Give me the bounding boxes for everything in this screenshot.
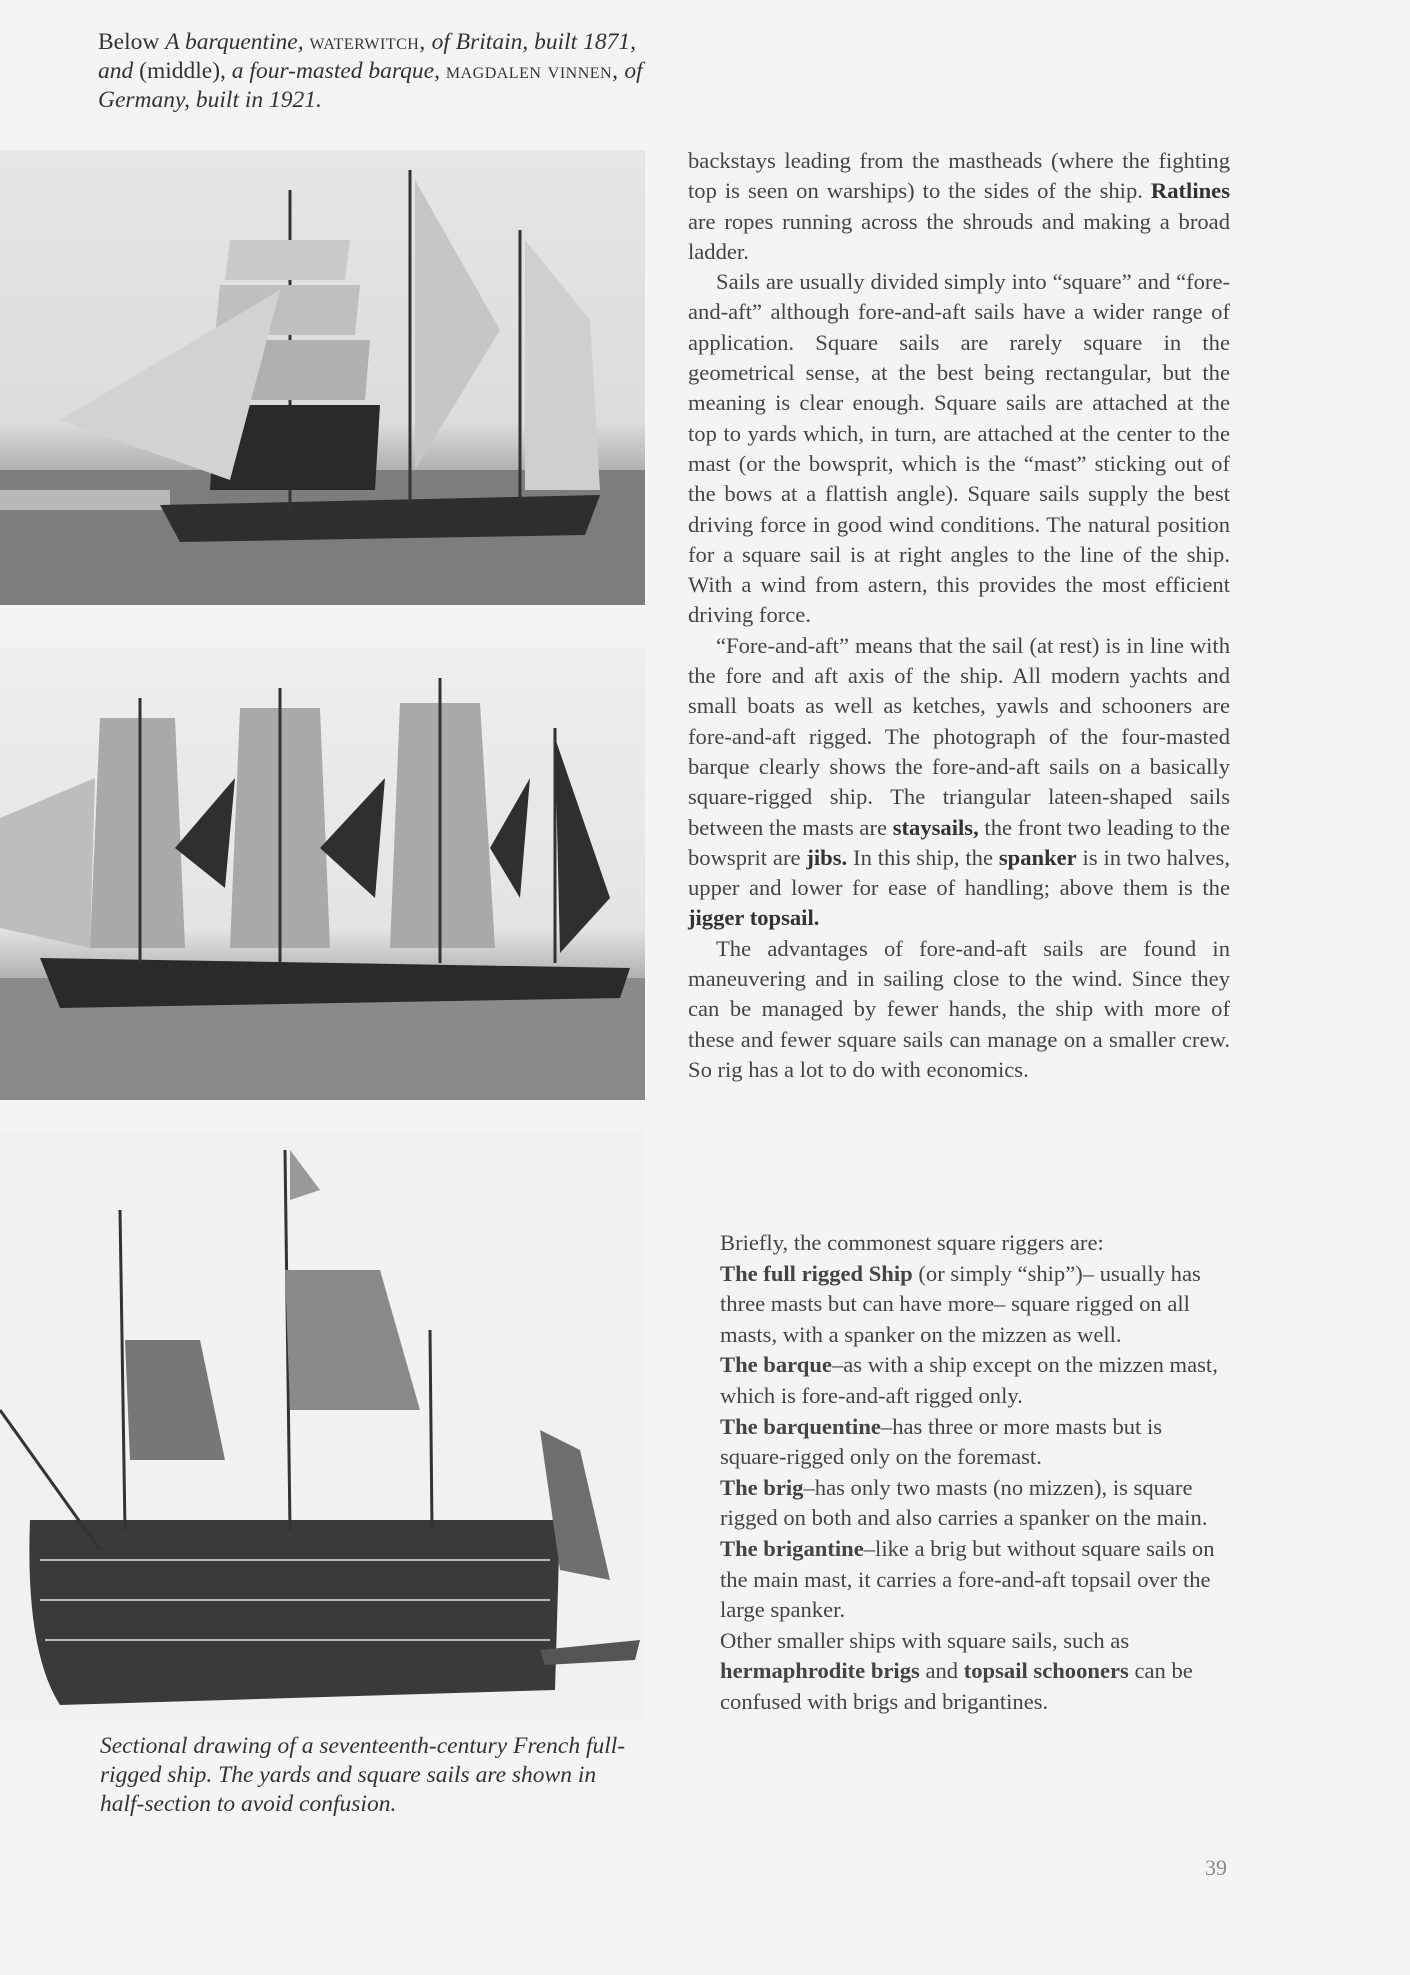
body-paragraph xyxy=(688,146,1230,267)
text-run: Other smaller ships with square sails, such as xyxy=(720,1627,1130,1653)
text-run: –has only two masts (no mizzen), is square rigged on both and also carries a spanker on the main. xyxy=(720,1474,1208,1531)
page-number: 39 xyxy=(1205,1855,1227,1880)
bold-term: jibs. xyxy=(806,844,848,870)
bold-term: The brig xyxy=(720,1474,804,1500)
bold-term: The brigantine xyxy=(720,1535,864,1561)
list-entry xyxy=(720,1259,1230,1351)
text-run: is in two halves, upper and lower for ease of handling; above them is the xyxy=(688,844,1231,901)
list-entry xyxy=(720,1626,1230,1718)
four-masted-barque-photo xyxy=(0,648,645,1100)
list-entry xyxy=(720,1350,1230,1411)
text-run: Sails are usually divided simply into “square” and “fore-and-aft” although fore-and-aft sails have a wider range of application. Square sails are rarely square in the geometrical sense, at the best being rectangular, but the meaning is clear enough. Square sails are attached at the top to yards which, in turn, are attached at the center to the mast (or the bowsprit, which is the “mast” sticking out of the bows at a flattish angle). Square sails supply the best driving force in good wind conditions. The natural position for a square sail is at right angles to the line of the ship. With a wind from astern, this provides the most efficient driving force. xyxy=(688,269,1230,628)
caption-text: A barquentine, xyxy=(165,29,304,55)
caption-text: (middle), xyxy=(139,58,226,84)
text-run: –has three or more masts but is square-rigged only on the foremast. xyxy=(720,1413,1163,1470)
ship-name: waterwitch, xyxy=(309,29,426,55)
bold-term: The barque xyxy=(720,1352,832,1378)
body-paragraph xyxy=(688,267,1230,631)
text-run: –like a brig but without square sails on the main mast, it carries a fore-and-aft topsail over the large spanker. xyxy=(720,1535,1215,1623)
list-entry xyxy=(720,1473,1230,1534)
text-run: Briefly, the commonest square riggers are: xyxy=(720,1230,1104,1255)
text-run: backstays leading from the mastheads (where the fighting top is seen on warships) to the sides of the ship. xyxy=(688,148,1230,204)
body-paragraph xyxy=(688,631,1230,934)
sectional-drawing-ship xyxy=(0,1130,645,1720)
text-run: can be confused with brigs and brigantines. xyxy=(720,1658,1193,1714)
text-run: In this ship, the xyxy=(847,844,999,870)
text-run: “Fore-and-aft” means that the sail (at rest) is in line with the fore and aft axis of the ship. All modern yachts and small boats as well as ketches, yawls and schooners are fore-and-aft rigged. The photograph of the four-masted barque clearly shows the fore-and-aft sails on a basically square-rigged ship. The triangular lateen-shaped sails between the masts are xyxy=(688,632,1230,840)
caption-text: of Britain, built 1871, and xyxy=(98,29,636,84)
list-entry xyxy=(720,1228,1230,1259)
bold-term: The full rigged Ship xyxy=(720,1260,913,1286)
bold-term: spanker xyxy=(998,844,1077,870)
text-run: The advantages of fore-and-aft sails are found in maneuvering and in sailing close to the wind. Since they can be managed by fewer hands, the ship with more of these and fewer square sails can manage on a smaller crew. So rig has a lot to do with economics. xyxy=(688,935,1230,1082)
caption-text: of Germany, built in 1921. xyxy=(98,58,643,113)
barquentine-photo xyxy=(0,150,645,605)
bold-term: Ratlines xyxy=(1150,178,1230,204)
bold-term: The barquentine xyxy=(720,1413,881,1439)
caption-lead: Below xyxy=(98,29,160,55)
bold-term: jigger topsail. xyxy=(688,905,820,931)
caption-text: a four-masted barque, xyxy=(231,58,440,84)
text-run: –as with a ship except on the mizzen mast, which is fore-and-aft rigged only. xyxy=(720,1352,1218,1408)
bold-term: topsail schooners xyxy=(963,1658,1129,1684)
text-run: and xyxy=(919,1658,964,1684)
body-paragraph xyxy=(688,934,1230,1085)
text-run: the front two leading to the bowsprit are xyxy=(688,814,1230,870)
text-run: (or simply “ship”)– usually has three masts but can have more– square rigged on all masts, with a spanker on the mizzen as well. xyxy=(720,1260,1201,1347)
square-riggers-list xyxy=(720,1228,1230,1718)
bold-term: hermaphrodite brigs xyxy=(720,1658,920,1684)
figure-caption-top xyxy=(98,28,658,115)
ship-name: magdalen vinnen, xyxy=(445,58,619,84)
list-entry xyxy=(720,1534,1230,1626)
figure-caption-bottom: Sectional drawing of a seventeenth-century French full-rigged ship. The yards and square sails are shown in half-section to avoid confusion. xyxy=(100,1733,626,1817)
body-text-column xyxy=(688,146,1230,1085)
list-entry xyxy=(720,1412,1230,1473)
bold-term: staysails, xyxy=(892,814,979,840)
text-run: are ropes running across the shrouds and making a broad ladder. xyxy=(688,208,1230,264)
